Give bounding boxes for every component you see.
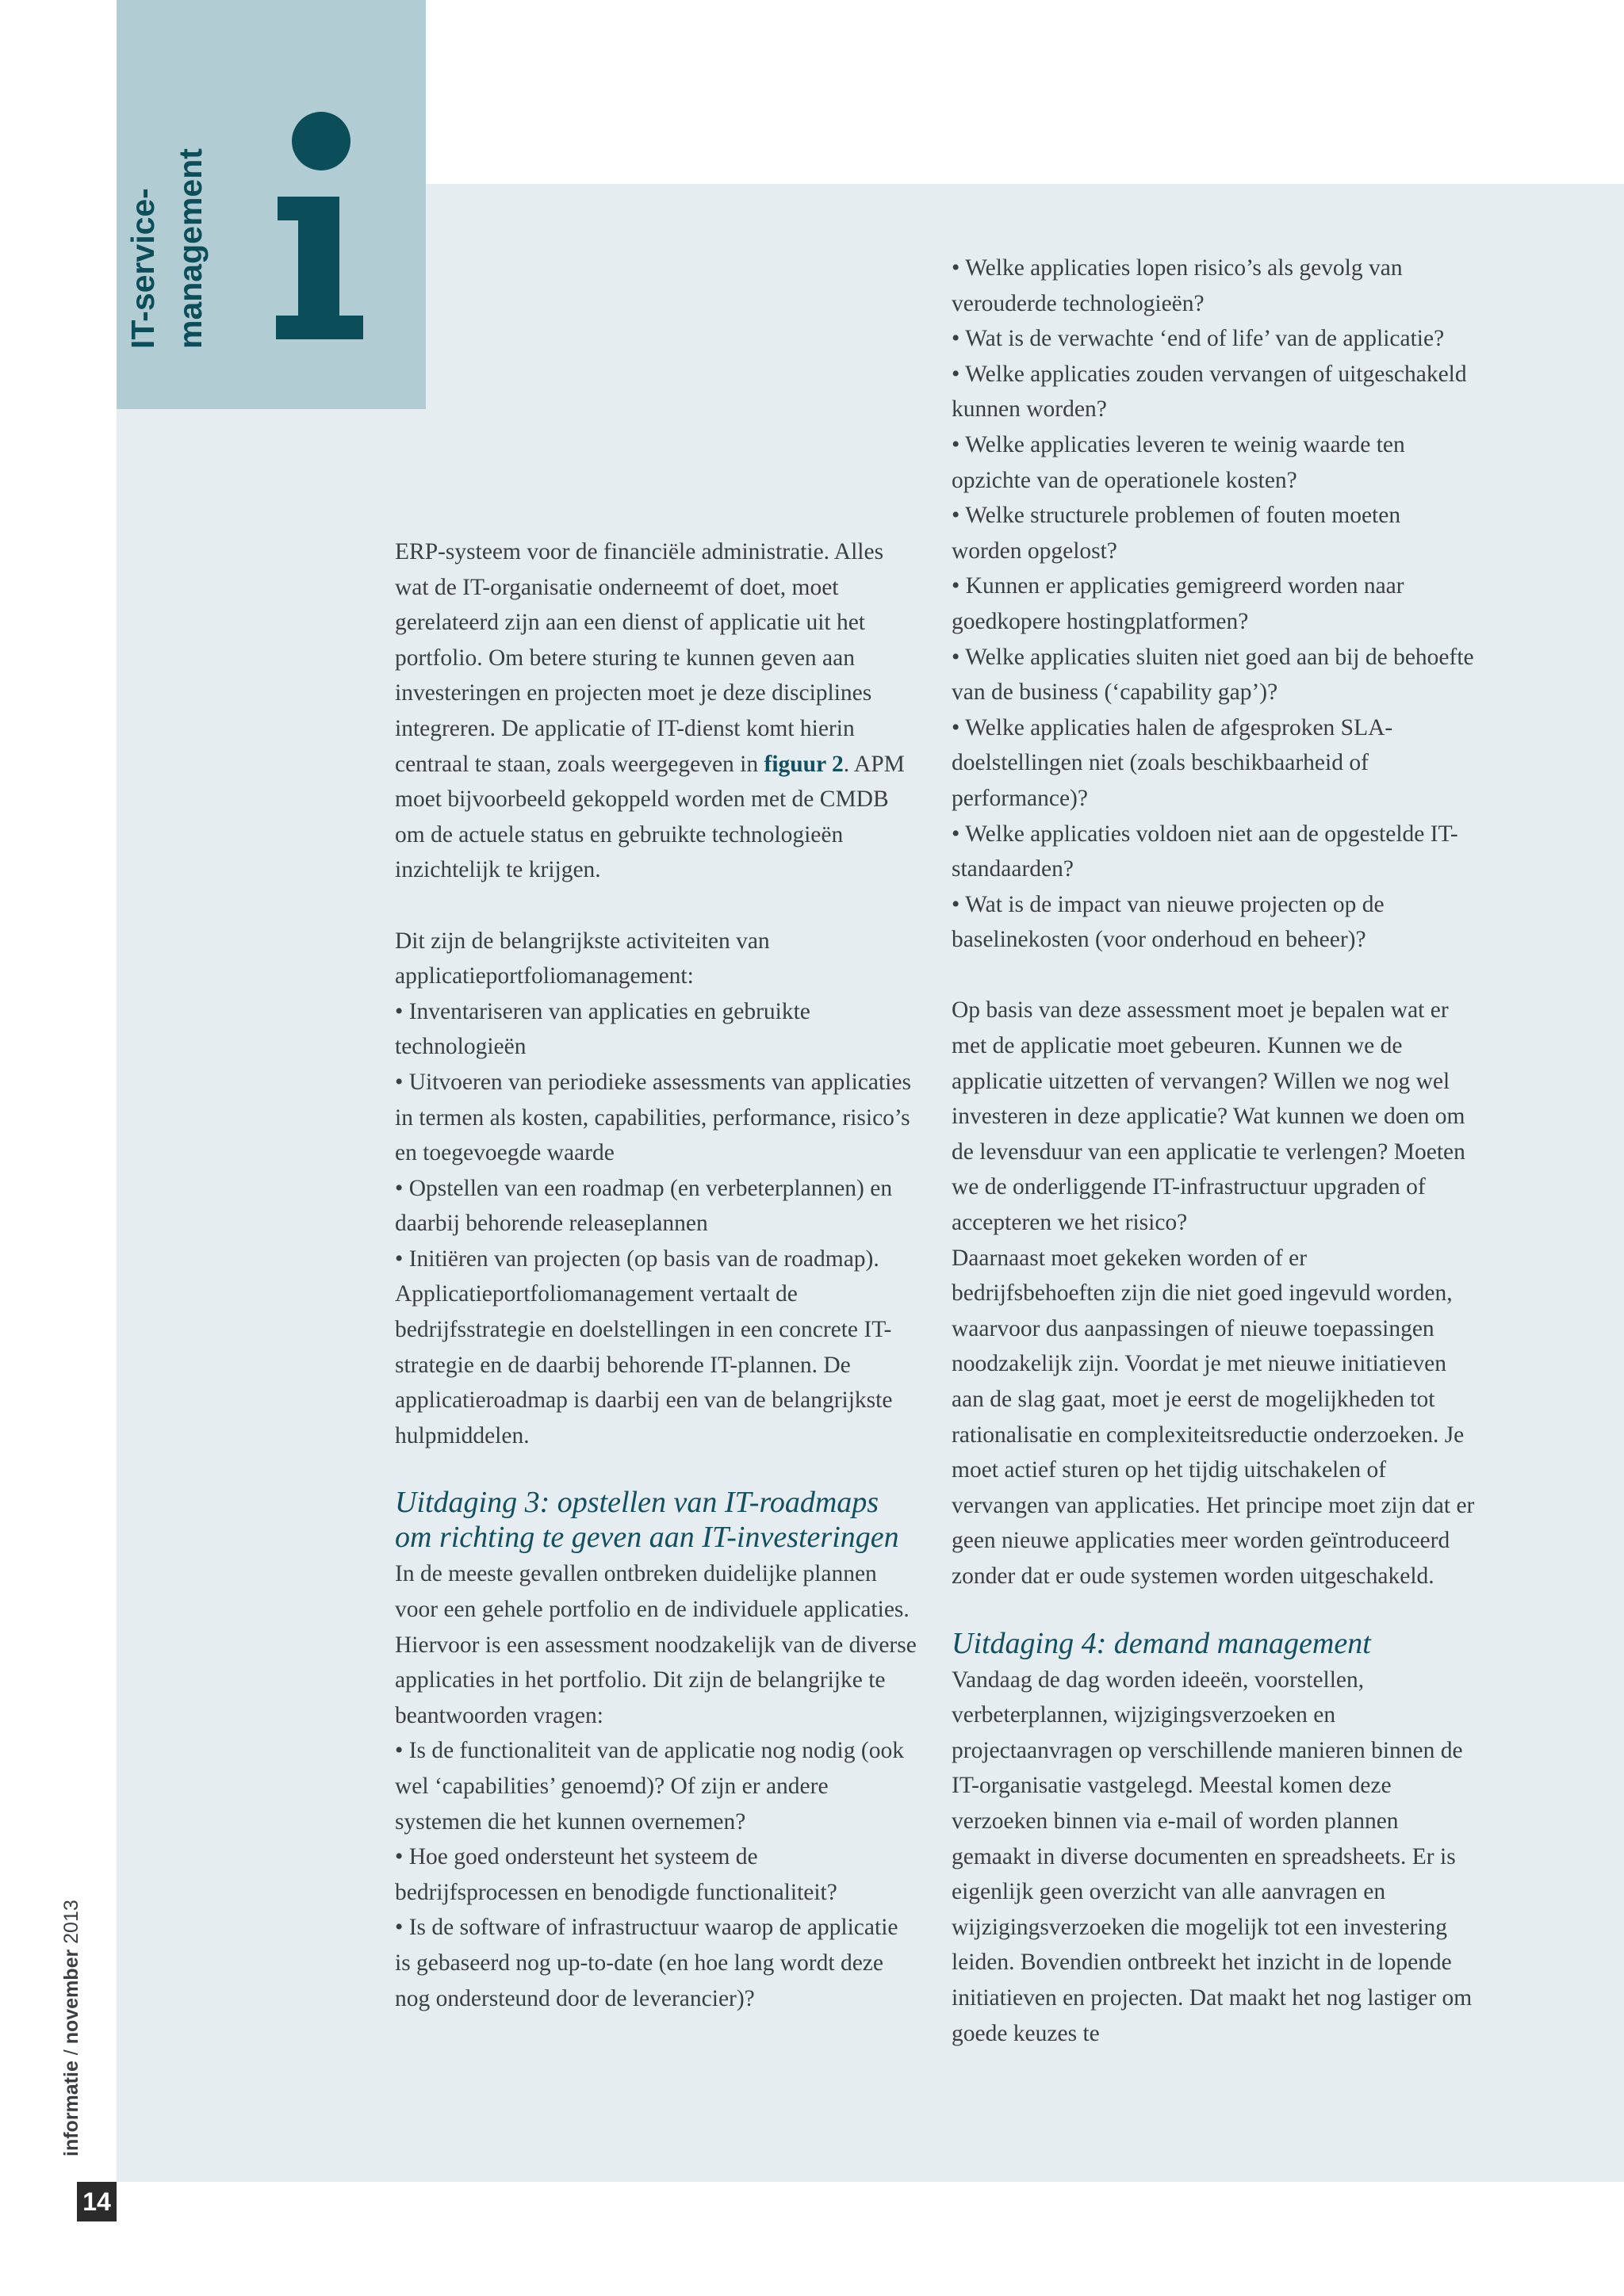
body-paragraph: Op basis van deze assessment moet je bepalen wat er met de applicatie moet gebeuren. Kunnen we de applicatie uitzetten of vervangen? Willen we nog wel investeren in deze applicatie? Wat kunnen we doen om de levensduur van een applicatie te verlengen? Moeten we de onderliggende IT-infrastructuur upgraden of accepteren we het risico? [952,997,1465,1236]
list-item: • Welke applicaties zouden vervangen of uitgeschakeld kunnen worden? [952,361,1467,423]
list-item: • Welke applicaties lopen risico’s als gevolg van verouderde technologieën? [952,255,1403,316]
info-i-icon [262,111,373,341]
figure-reference: figuur 2 [764,751,844,777]
list-item: • Wat is de verwachte ‘end of life’ van de applicatie? [952,326,1445,352]
column-left [395,534,918,2016]
list-item: • Welke applicaties voldoen niet aan de opgestelde IT-standaarden? [952,821,1458,882]
body-paragraph: Applicatieportfoliomanagement vertaalt de bedrijfsstrategie en doelstellingen in een concrete IT-strategie en de daarbij behorende IT-plannen. De applicatieroadmap is daarbij een van de belangrijkste hulpmiddelen. [395,1281,893,1448]
list-item: • Uitvoeren van periodieke assessments van applicaties in termen als kosten, capabilities, performance, risico’s en toegevoegde waarde [395,1069,911,1166]
section-heading: Uitdaging 4: demand management [952,1626,1371,1660]
list-item: • Welke applicaties sluiten niet goed aan bij de behoefte van de business (‘capability gap’)? [952,644,1474,706]
list-item: • Wat is de impact van nieuwe projecten op de baselinekosten (voor onderhoud en beheer)? [952,891,1385,953]
magazine-name: informatie [60,2061,82,2156]
section-label: IT-service- management [124,148,209,349]
body-paragraph: Dit zijn de belangrijkste activiteiten van applicatieportfoliomanagement: [395,928,770,989]
list-item: • Welke applicaties leveren te weinig waarde ten opzichte van de operationele kosten? [952,431,1405,493]
body-paragraph: ERP-systeem voor de financiële administratie. Alles wat de IT-organisatie onderneemt of doet, moet gerelateerd zijn aan een dienst of applicatie uit het portfolio. Om betere sturing te kunnen geven aan investeringen en projecten moet je deze disciplines integreren. De applicatie of IT-dienst komt hierin centraal te staan, zoals weergegeven in figuur 2. APM moet bijvoorbeeld gekoppeld worden met de CMDB om de actuele status en gebruikte technologieën inzichtelijk te krijgen. [395,539,905,883]
list-item: • Welke applicaties halen de afgesproken SLA-doelstellingen niet (zoals beschikbaarheid of performance)? [952,714,1393,811]
list-item: • Kunnen er applicaties gemigreerd worden naar goedkopere hostingplatformen? [952,573,1404,634]
body-paragraph: In de meeste gevallen ontbreken duidelijke plannen voor een gehele portfolio en de individuele applicaties. Hiervoor is een assessment noodzakelijk van de diverse applicaties in het portfolio. Dit zijn de belangrijke te beantwoorden vragen: [395,1561,917,1728]
list-item: • Initiëren van projecten (op basis van de roadmap). [395,1246,879,1272]
body-paragraph: Vandaag de dag worden ideeën, voorstellen, verbeterplannen, wijzigingsverzoeken en projectaanvragen op verschillende manieren binnen de IT-organisatie vastgelegd. Meestal komen deze verzoeken binnen via e-mail of worden plannen gemaakt in diverse documenten en spreadsheets. Er is eigenlijk geen overzicht van alle aanvragen en wijzigingsverzoeken die mogelijk tot een investering leiden. Bovendien ontbreekt het inzicht in de lopende initiatieven en projecten. Dat maakt het nog lastiger om goede keuzes te [952,1667,1473,2046]
issue-month: november [60,1949,82,2045]
section-heading: Uitdaging 3: opstellen van IT-roadmaps om richting te geven aan IT-investeringen [395,1486,899,1555]
list-item: • Opstellen van een roadmap (en verbeterplannen) en daarbij behorende releaseplannen [395,1175,893,1237]
body-paragraph: Daarnaast moet gekeken worden of er bedrijfsbehoeften zijn die niet goed ingevuld worden, waarvoor dus aanpassingen of nieuwe toepassingen noodzakelijk zijn. Voordat je met nieuwe initiatieven aan de slag gaat, moet je eerst de mogelijkheden tot rationalisatie en complexiteitsreductie onderzoeken. Je moet actief sturen op het tijdig uitschakelen of vervangen van applicaties. Het principe moet zijn dat er geen nieuwe applicaties meer worden geïntroduceerd zonder dat er oude systemen worden uitgeschakeld. [952,1245,1475,1589]
issue-year: 2013 [60,1900,82,1944]
magazine-issue [56,1900,87,2156]
list-item: • Welke structurele problemen of fouten moeten worden opgelost? [952,503,1401,564]
column-right [952,251,1475,2051]
list-item: • Inventariseren van applicaties en gebruikte technologieën [395,998,810,1060]
page-number: 14 [77,2182,117,2221]
list-item: • Is de software of infrastructuur waarop de applicatie is gebaseerd nog up-to-date (en hoe lang wordt deze nog ondersteund door de leverancier)? [395,1915,898,2011]
issue-separator: / [60,2049,82,2056]
list-item: • Is de functionaliteit van de applicatie nog nodig (ook wel ‘capabilities’ genoemd)? Of zijn er andere systemen die het kunnen overnemen? [395,1738,904,1835]
list-item: • Hoe goed ondersteunt het systeem de bedrijfsprocessen en benodigde functionaliteit? [395,1844,837,1905]
